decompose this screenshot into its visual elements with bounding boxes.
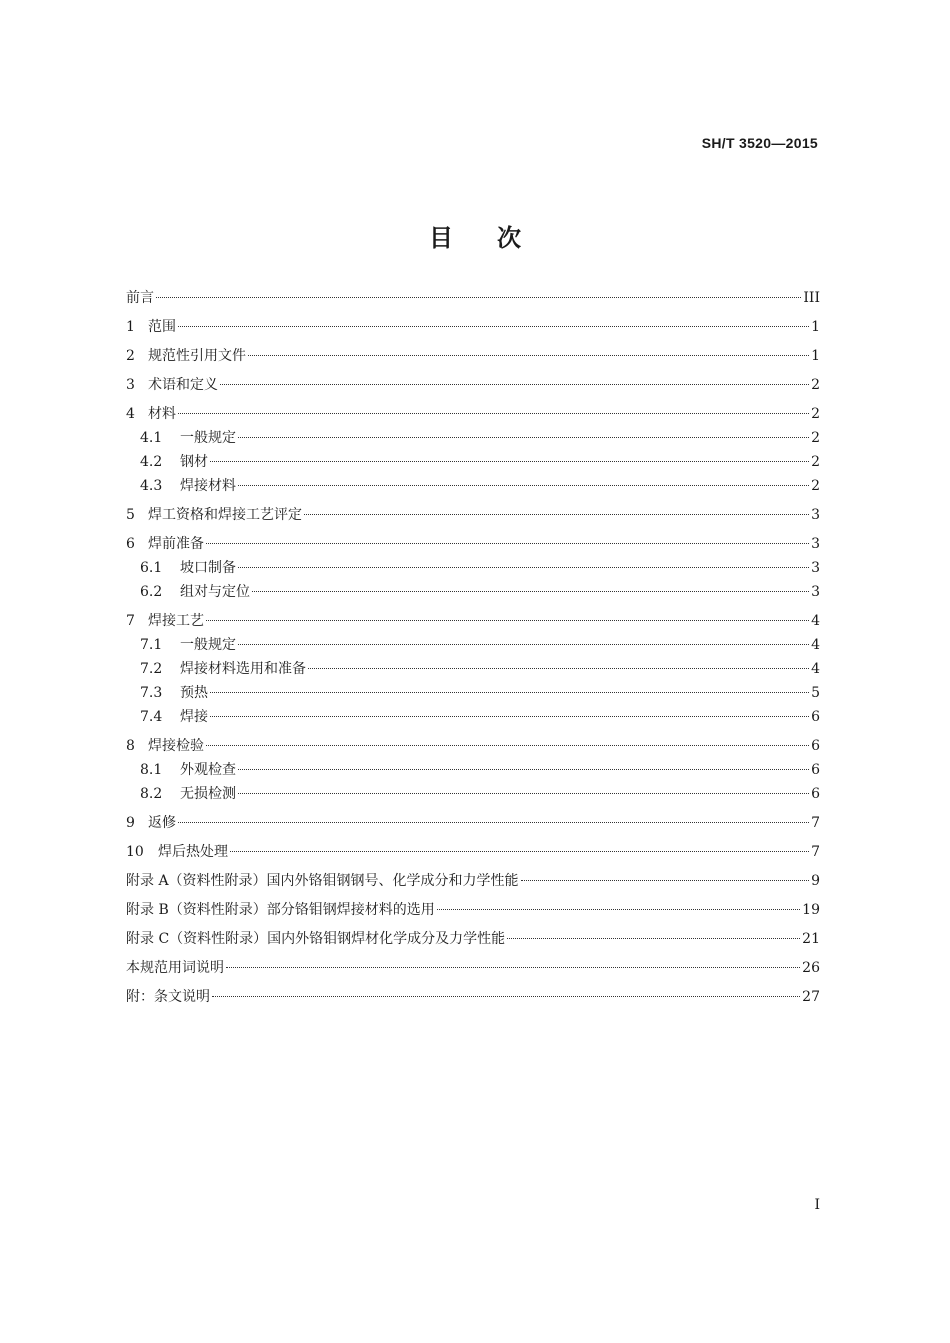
- toc-title: [0, 218, 950, 253]
- toc-entry-label: 附录 C（资料性附录）国内外铬钼钢焊材化学成分及力学性能: [126, 931, 506, 947]
- toc-entry[interactable]: [126, 657, 820, 681]
- toc-entry-label: 外观检查: [180, 762, 236, 778]
- toc-entry[interactable]: [126, 474, 820, 498]
- toc-dot-leader: [238, 793, 809, 794]
- toc-dot-leader: [238, 769, 809, 770]
- toc-entry[interactable]: [126, 869, 820, 893]
- toc-entry-page: 7: [811, 815, 820, 831]
- toc-entry-page: 3: [811, 584, 820, 600]
- toc-title-char: 目: [429, 223, 453, 252]
- toc-entry-number: 6: [126, 536, 135, 552]
- toc-entry-label: 范围: [148, 319, 176, 335]
- toc-entry-label: 规范性引用文件: [148, 348, 246, 364]
- toc-entry[interactable]: [126, 705, 820, 729]
- toc-entry[interactable]: [126, 344, 820, 368]
- toc-entry-number: 2: [126, 348, 135, 364]
- toc-entry[interactable]: [126, 758, 820, 782]
- toc-entry[interactable]: [126, 782, 820, 806]
- toc-entry-page: 2: [811, 377, 820, 393]
- toc-entry-label: 焊后热处理: [158, 844, 228, 860]
- toc-dot-leader: [212, 996, 800, 997]
- toc-entry-number: 3: [126, 377, 135, 393]
- toc-entry-number: 7: [126, 613, 135, 629]
- toc-dot-leader: [437, 909, 800, 910]
- toc-dot-leader: [308, 668, 809, 669]
- toc-entry-page: 9: [811, 873, 820, 889]
- toc-entry-number: 7.1: [140, 637, 163, 653]
- toc-dot-leader: [206, 543, 809, 544]
- toc-entry-number: 5: [126, 507, 135, 523]
- toc-dot-leader: [220, 384, 809, 385]
- toc-entry-label: 无损检测: [180, 786, 236, 802]
- toc-entry-page: 4: [811, 661, 820, 677]
- toc-entry-label: 附：条文说明: [126, 989, 210, 1005]
- toc-entry[interactable]: [126, 927, 820, 951]
- toc-entry-page: 6: [811, 709, 820, 725]
- toc-entry-number: 7.3: [140, 685, 163, 701]
- toc-entry-number: 7.2: [140, 661, 163, 677]
- toc-entry[interactable]: [126, 734, 820, 758]
- toc-entry-number: 6.2: [140, 584, 163, 600]
- toc-entry[interactable]: [126, 315, 820, 339]
- toc-entry-page: 7: [811, 844, 820, 860]
- toc-entry-page: 6: [811, 786, 820, 802]
- toc-entry[interactable]: [126, 286, 820, 310]
- toc-dot-leader: [178, 326, 809, 327]
- toc-entry[interactable]: [126, 609, 820, 633]
- toc-entry-number: 8: [126, 738, 135, 754]
- toc-entry-label: 组对与定位: [180, 584, 250, 600]
- toc-entry-page: 26: [802, 960, 820, 976]
- toc-dot-leader: [252, 591, 809, 592]
- toc-entry-page: 21: [802, 931, 820, 947]
- toc-entry-number: 1: [126, 319, 135, 335]
- toc-entry-page: 19: [802, 902, 820, 918]
- toc-entry-number: 6.1: [140, 560, 163, 576]
- toc-entry[interactable]: [126, 503, 820, 527]
- toc-dot-leader: [206, 745, 809, 746]
- toc-entry-page: 3: [811, 560, 820, 576]
- toc-entry-number: 8.2: [140, 786, 163, 802]
- toc-entry-page: 4: [811, 613, 820, 629]
- toc-entry-label: 焊前准备: [148, 536, 204, 552]
- toc-entry-label: 返修: [148, 815, 176, 831]
- toc-entry-page: 1: [811, 319, 820, 335]
- toc-entry-label: 附录 A（资料性附录）国内外铬钼钢钢号、化学成分和力学性能: [126, 873, 519, 889]
- toc-entry-page: 27: [802, 989, 820, 1005]
- toc-entry[interactable]: [126, 633, 820, 657]
- toc-entry-label: 焊接材料选用和准备: [180, 661, 306, 677]
- toc-dot-leader: [238, 644, 809, 645]
- toc-entry-page: 3: [811, 507, 820, 523]
- toc-entry[interactable]: [126, 840, 820, 864]
- toc-entry-number: 4.1: [140, 430, 163, 446]
- toc-entry-label: 前言: [126, 290, 154, 306]
- toc-dot-leader: [230, 851, 809, 852]
- toc-entry[interactable]: [126, 402, 820, 426]
- toc-entry-number: 4.2: [140, 454, 163, 470]
- standard-code: SH/T 3520—2015: [701, 135, 818, 151]
- toc-entry[interactable]: [126, 811, 820, 835]
- toc-entry[interactable]: [126, 898, 820, 922]
- toc-entry-page: 4: [811, 637, 820, 653]
- toc-dot-leader: [248, 355, 809, 356]
- toc-entry-label: 焊接检验: [148, 738, 204, 754]
- toc-entry-page: 2: [811, 406, 820, 422]
- toc-entry-number: 9: [126, 815, 135, 831]
- table-of-contents: [126, 286, 820, 1009]
- page-number: I: [814, 1197, 820, 1213]
- toc-dot-leader: [156, 297, 801, 298]
- toc-entry-page: 3: [811, 536, 820, 552]
- toc-entry-label: 一般规定: [180, 430, 236, 446]
- toc-entry[interactable]: [126, 450, 820, 474]
- toc-entry-label: 附录 B（资料性附录）部分铬钼钢焊接材料的选用: [126, 902, 435, 918]
- toc-entry-label: 坡口制备: [180, 560, 236, 576]
- toc-dot-leader: [210, 692, 809, 693]
- toc-dot-leader: [507, 938, 800, 939]
- toc-entry-label: 本规范用词说明: [126, 960, 224, 976]
- toc-entry-label: 预热: [180, 685, 208, 701]
- toc-entry-page: 6: [811, 738, 820, 754]
- toc-dot-leader: [178, 822, 809, 823]
- toc-dot-leader: [238, 485, 809, 486]
- toc-entry-page: 1: [811, 348, 820, 364]
- toc-entry[interactable]: [126, 681, 820, 705]
- toc-entry-label: 术语和定义: [148, 377, 218, 393]
- toc-entry-label: 焊接工艺: [148, 613, 204, 629]
- toc-entry[interactable]: [126, 373, 820, 397]
- toc-title-char: 次: [497, 223, 521, 252]
- toc-dot-leader: [206, 620, 809, 621]
- toc-entry[interactable]: [126, 580, 820, 604]
- toc-entry-label: 钢材: [180, 454, 208, 470]
- toc-dot-leader: [521, 880, 810, 881]
- toc-entry-label: 焊接: [180, 709, 208, 725]
- toc-entry[interactable]: [126, 956, 820, 980]
- toc-entry-number: 4.3: [140, 478, 163, 494]
- toc-entry-page: 6: [811, 762, 820, 778]
- toc-entry-label: 一般规定: [180, 637, 236, 653]
- toc-entry-number: 10: [126, 844, 144, 860]
- toc-dot-leader: [210, 461, 809, 462]
- toc-entry-number: 7.4: [140, 709, 163, 725]
- toc-entry[interactable]: [126, 985, 820, 1009]
- toc-entry-number: 4: [126, 406, 135, 422]
- toc-dot-leader: [210, 716, 809, 717]
- toc-entry[interactable]: [126, 426, 820, 450]
- toc-dot-leader: [226, 967, 800, 968]
- toc-entry[interactable]: [126, 556, 820, 580]
- toc-entry[interactable]: [126, 532, 820, 556]
- toc-entry-page: 2: [811, 478, 820, 494]
- toc-dot-leader: [238, 437, 809, 438]
- toc-entry-page: 2: [811, 430, 820, 446]
- toc-entry-page: III: [803, 290, 820, 306]
- toc-dot-leader: [178, 413, 809, 414]
- toc-entry-label: 材料: [148, 406, 176, 422]
- toc-entry-page: 5: [811, 685, 820, 701]
- toc-dot-leader: [304, 514, 809, 515]
- toc-entry-label: 焊接材料: [180, 478, 236, 494]
- toc-entry-page: 2: [811, 454, 820, 470]
- toc-dot-leader: [238, 567, 809, 568]
- toc-entry-number: 8.1: [140, 762, 163, 778]
- toc-entry-label: 焊工资格和焊接工艺评定: [148, 507, 302, 523]
